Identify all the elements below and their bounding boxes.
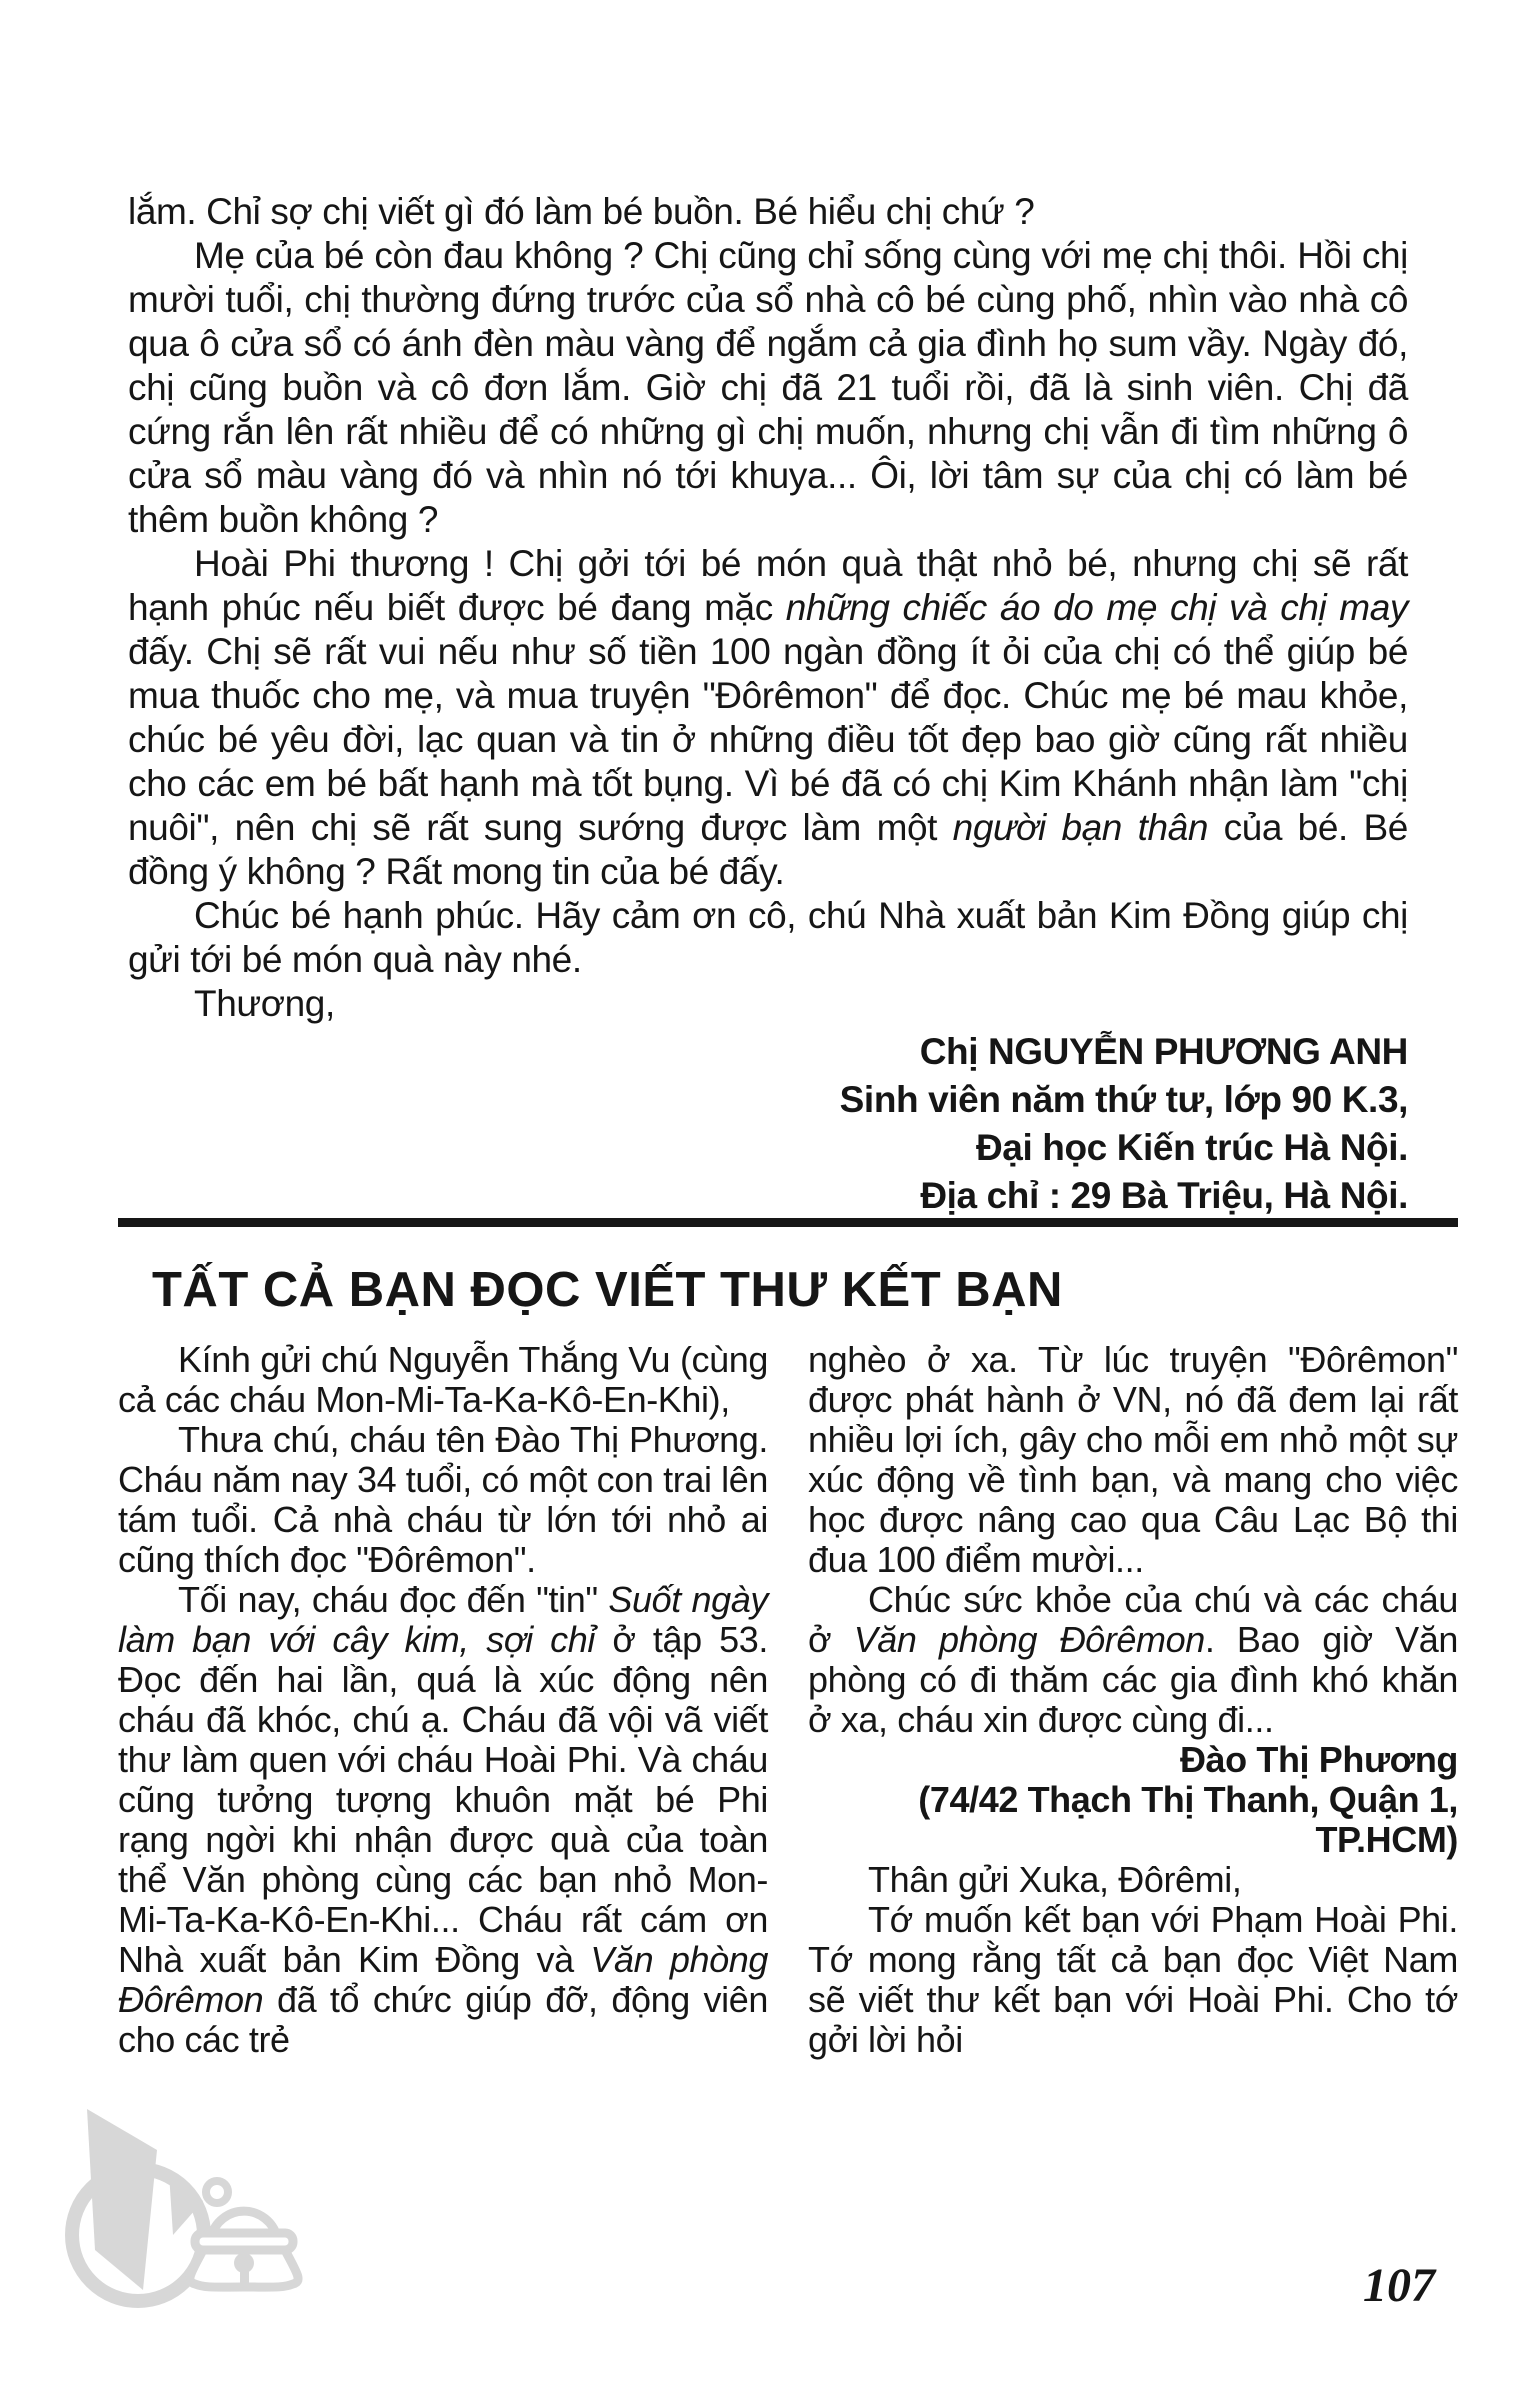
paragraph: nghèo ở xa. Từ lúc truyện "Đôrêmon" được phát hành ở VN, nó đã đem lại rất nhiều lợi ích, gây cho mỗi em nhỏ một sự xúc động về tình bạn, và mang cho việc học được nâng cao qua Câu Lạc Bộ thi đua 100 điểm mười...: [808, 1339, 1458, 1580]
paragraph: lắm. Chỉ sợ chị viết gì đó làm bé buồn. Bé hiểu chị chứ ?: [128, 191, 1035, 232]
section-heading: TẤT CẢ BẠN ĐỌC VIẾT THƯ KẾT BẠN: [152, 1263, 1063, 1317]
right-column: [808, 1340, 1458, 2060]
reader-signature-address1: (74/42 Thạch Thị Thanh, Quận 1,: [918, 1779, 1458, 1820]
right-column-bottom: [808, 1860, 1458, 2060]
right-column-top: [808, 1340, 1458, 1740]
left-column: [118, 1340, 768, 2060]
two-column-text: [118, 1340, 1458, 2060]
bell-shape: [190, 2181, 298, 2289]
signature-address: Địa chỉ : 29 Bà Triệu, Hà Nội.: [920, 1175, 1408, 1216]
page-number: 107: [1363, 2259, 1435, 2312]
letter-body: [128, 190, 1408, 1026]
paragraph: Tối nay, cháu đọc đến "tin" Suốt ngày làm bạn với cây kim, sợi chỉ ở tập 53. Đọc đến hai lần, quá là xúc động nên cháu đã khóc, chú ạ. Cháu đã vội vã viết thư làm quen với cháu Hoài Phi. Và cháu cũng tưởng tượng khuôn mặt bé Phi rạng ngời khi nhận được quà của toàn thể Văn phòng cùng các bạn nhỏ Mon-Mi-Ta-Ka-Kô-En-Khi... Cháu rất cám ơn Nhà xuất bản Kim Đồng và Văn phòng Đôrêmon đã tổ chức giúp đỡ, động viên cho các trẻ: [118, 1579, 768, 2060]
letter-signature: [128, 1028, 1408, 1220]
paragraph: Chúc sức khỏe của chú và các cháu ở Văn phòng Đôrêmon. Bao giờ Văn phòng có đi thăm các gia đình khó khăn ở xa, cháu xin được cùng đi...: [808, 1579, 1459, 1740]
paragraph: Thưa chú, cháu tên Đào Thị Phương. Cháu năm nay 34 tuổi, có một con trai lên tám tuổi. Cả nhà cháu từ lớn tới nhỏ ai cũng thích đọc "Đôrêmon".: [118, 1419, 768, 1580]
signature-school: Đại học Kiến trúc Hà Nội.: [975, 1127, 1408, 1168]
sail-shape: [87, 2109, 157, 2290]
paragraph: Hoài Phi thương ! Chị gởi tới bé món quà thật nhỏ bé, nhưng chị sẽ rất hạnh phúc nếu biết được bé đang mặc những chiếc áo do mẹ chị và chị may đấy. Chị sẽ rất vui nếu như số tiền 100 ngàn đồng ít ỏi của chị có thể giúp bé mua thuốc cho mẹ, và mua truyện "Đôrêmon" để đọc. Chúc mẹ bé mau khỏe, chúc bé yêu đời, lạc quan và tin ở những điều tốt đẹp bao giờ cũng rất nhiều cho các em bé bất hạnh mà tốt bụng. Vì bé đã có chị Kim Khánh nhận làm "chị nuôi", nên chị sẽ rất sung sướng được làm một người bạn thân của bé. Bé đồng ý không ? Rất mong tin của bé đấy.: [128, 543, 1408, 892]
reader-signature-name: Đào Thị Phương: [1179, 1739, 1458, 1780]
paragraph: Kính gửi chú Nguyễn Thắng Vu (cùng cả các cháu Mon-Mi-Ta-Ka-Kô-En-Khi),: [118, 1339, 768, 1420]
signature-role: Sinh viên năm thứ tư, lớp 90 K.3,: [839, 1079, 1408, 1120]
paragraph: Mẹ của bé còn đau không ? Chị cũng chỉ sống cùng với mẹ chị thôi. Hồi chị mười tuổi, chị thường đứng trước của sổ nhà cô bé cùng phố, nhìn vào nhà cô qua ô cửa sổ có ánh đèn màu vàng để ngắm cả gia đình họ sum vầy. Ngày đó, chị cũng buồn và cô đơn lắm. Giờ chị đã 21 tuổi rồi, đã là sinh viên. Chị đã cứng rắn lên rất nhiều để có những gì chị muốn, nhưng chị vẫn đi tìm những ô cửa sổ màu vàng đó và nhìn nó tới khuya... Ôi, lời tâm sự của chị có làm bé thêm buồn không ?: [128, 235, 1408, 540]
reader-signature-address2: TP.HCM): [1315, 1819, 1458, 1860]
paragraph: Thương,: [194, 983, 335, 1024]
section-divider: [118, 1218, 1458, 1227]
paragraph: Tớ muốn kết bạn với Phạm Hoài Phi. Tớ mong rằng tất cả bạn đọc Việt Nam sẽ viết thư kết bạn với Hoài Phi. Cho tớ gởi lời hỏi: [808, 1899, 1458, 2060]
paragraph: Chúc bé hạnh phúc. Hãy cảm ơn cô, chú Nhà xuất bản Kim Đồng giúp chị gửi tới bé món quà này nhé.: [128, 895, 1408, 980]
signature-name: Chị NGUYỄN PHƯƠNG ANH: [919, 1031, 1408, 1072]
paragraph: Thân gửi Xuka, Đôrêmi,: [868, 1859, 1242, 1900]
reader-signature: [808, 1740, 1458, 1860]
doraemon-bell-watermark-icon: [45, 2095, 365, 2385]
